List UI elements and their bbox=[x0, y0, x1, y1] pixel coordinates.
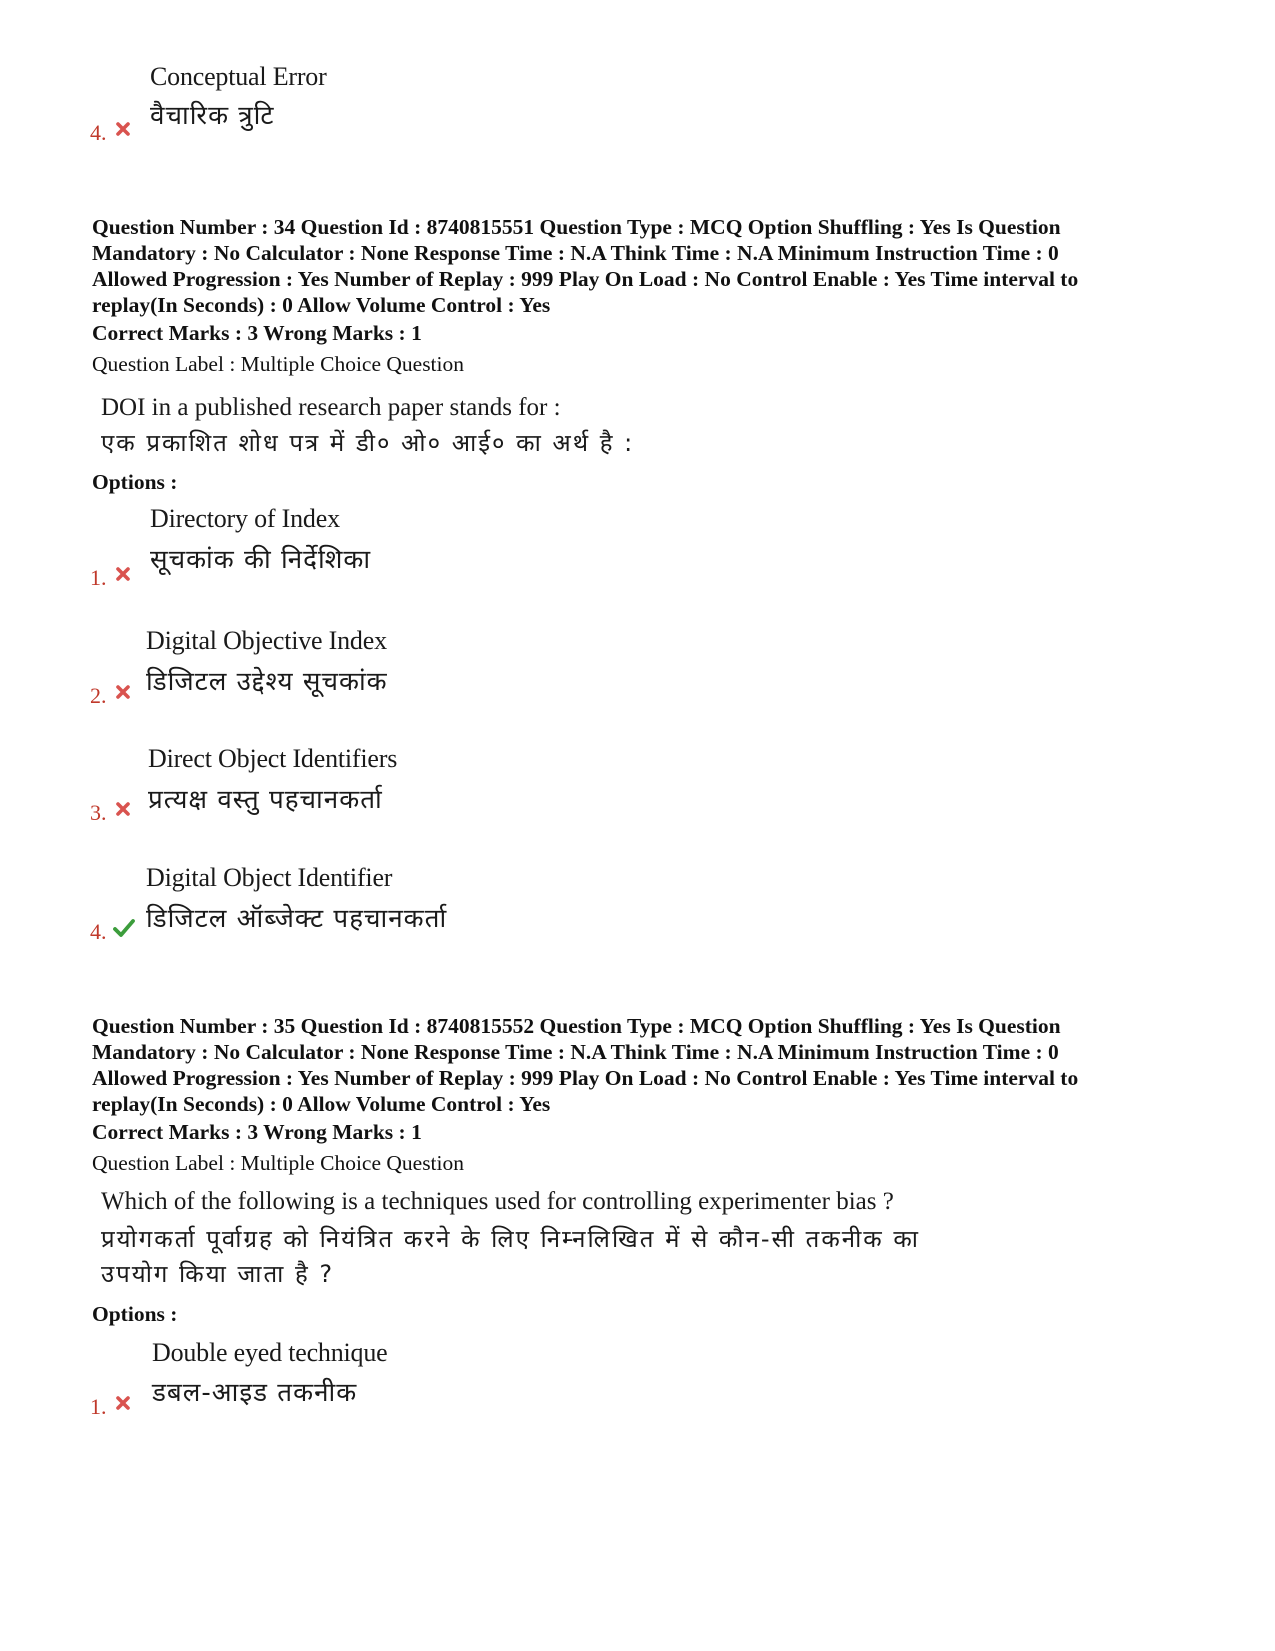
question-label: Question Label : Multiple Choice Question bbox=[92, 352, 465, 376]
meta-line-2: Mandatory : No Calculator : None Response Time : N.A Think Time : N.A Minimum Instruction Time : 0 bbox=[92, 1040, 1059, 1064]
question-text-hi-line-2: उपयोग किया जाता है ? bbox=[101, 1260, 335, 1288]
options-label: Options : bbox=[92, 1302, 178, 1326]
cross-icon bbox=[115, 801, 131, 817]
option-number: 1. bbox=[90, 1394, 107, 1419]
meta-line-1: Question Number : 34 Question Id : 8740815551 Question Type : MCQ Option Shuffling : Yes Is Question bbox=[92, 215, 1061, 239]
question-text-hi-line-1: प्रयोगकर्ता पूर्वाग्रह को नियंत्रित करने के लिए निम्नलिखित में से कौन-सी तकनीक का bbox=[101, 1225, 920, 1253]
option-number: 3. bbox=[90, 800, 107, 825]
option-text-hi: डिजिटल ऑब्जेक्ट पहचानकर्ता bbox=[146, 904, 448, 934]
cross-icon bbox=[115, 1395, 131, 1411]
option-text-hi: डबल-आइड तकनीक bbox=[152, 1378, 358, 1408]
question-meta bbox=[92, 1013, 1192, 1117]
option-text-en: Digital Object Identifier bbox=[146, 863, 393, 892]
option-text-hi: वैचारिक त्रुटि bbox=[150, 101, 275, 131]
option-number: 2. bbox=[90, 683, 107, 708]
question-label: Question Label : Multiple Choice Question bbox=[92, 1151, 465, 1175]
option-number: 1. bbox=[90, 565, 107, 590]
option-number: 4. bbox=[90, 919, 107, 944]
cross-icon bbox=[115, 121, 131, 137]
question-meta bbox=[92, 214, 1192, 318]
option-text-hi: प्रत्यक्ष वस्तु पहचानकर्ता bbox=[148, 785, 383, 815]
meta-line-4: replay(In Seconds) : 0 Allow Volume Control : Yes bbox=[92, 1092, 551, 1116]
cross-icon bbox=[115, 684, 131, 700]
question-text-en: DOI in a published research paper stands for : bbox=[101, 394, 561, 421]
option-text-hi: सूचकांक की निर्देशिका bbox=[150, 545, 372, 575]
question-text-hi: एक प्रकाशित शोध पत्र में डी० ओ० आई० का अर्थ है : bbox=[101, 429, 635, 457]
meta-line-3: Allowed Progression : Yes Number of Replay : 999 Play On Load : No Control Enable : Yes Time interval to bbox=[92, 267, 1079, 291]
option-text-en: Directory of Index bbox=[150, 504, 340, 533]
marks-info: Correct Marks : 3 Wrong Marks : 1 bbox=[92, 321, 422, 345]
question-text-en: Which of the following is a techniques used for controlling experimenter bias ? bbox=[101, 1188, 894, 1215]
cross-icon bbox=[115, 566, 131, 582]
option-text-en: Double eyed technique bbox=[152, 1338, 388, 1367]
marks-info: Correct Marks : 3 Wrong Marks : 1 bbox=[92, 1120, 422, 1144]
option-text-en: Direct Object Identifiers bbox=[148, 744, 398, 773]
option-number: 4. bbox=[90, 120, 107, 145]
option-text-hi: डिजिटल उद्देश्य सूचकांक bbox=[146, 667, 388, 697]
option-text-en: Conceptual Error bbox=[150, 62, 327, 91]
meta-line-3: Allowed Progression : Yes Number of Replay : 999 Play On Load : No Control Enable : Yes Time interval to bbox=[92, 1066, 1079, 1090]
options-label: Options : bbox=[92, 470, 178, 494]
checkmark-icon bbox=[113, 918, 135, 938]
meta-line-2: Mandatory : No Calculator : None Response Time : N.A Think Time : N.A Minimum Instruction Time : 0 bbox=[92, 241, 1059, 265]
meta-line-4: replay(In Seconds) : 0 Allow Volume Control : Yes bbox=[92, 293, 551, 317]
meta-line-1: Question Number : 35 Question Id : 8740815552 Question Type : MCQ Option Shuffling : Yes Is Question bbox=[92, 1014, 1061, 1038]
option-text-en: Digital Objective Index bbox=[146, 626, 387, 655]
